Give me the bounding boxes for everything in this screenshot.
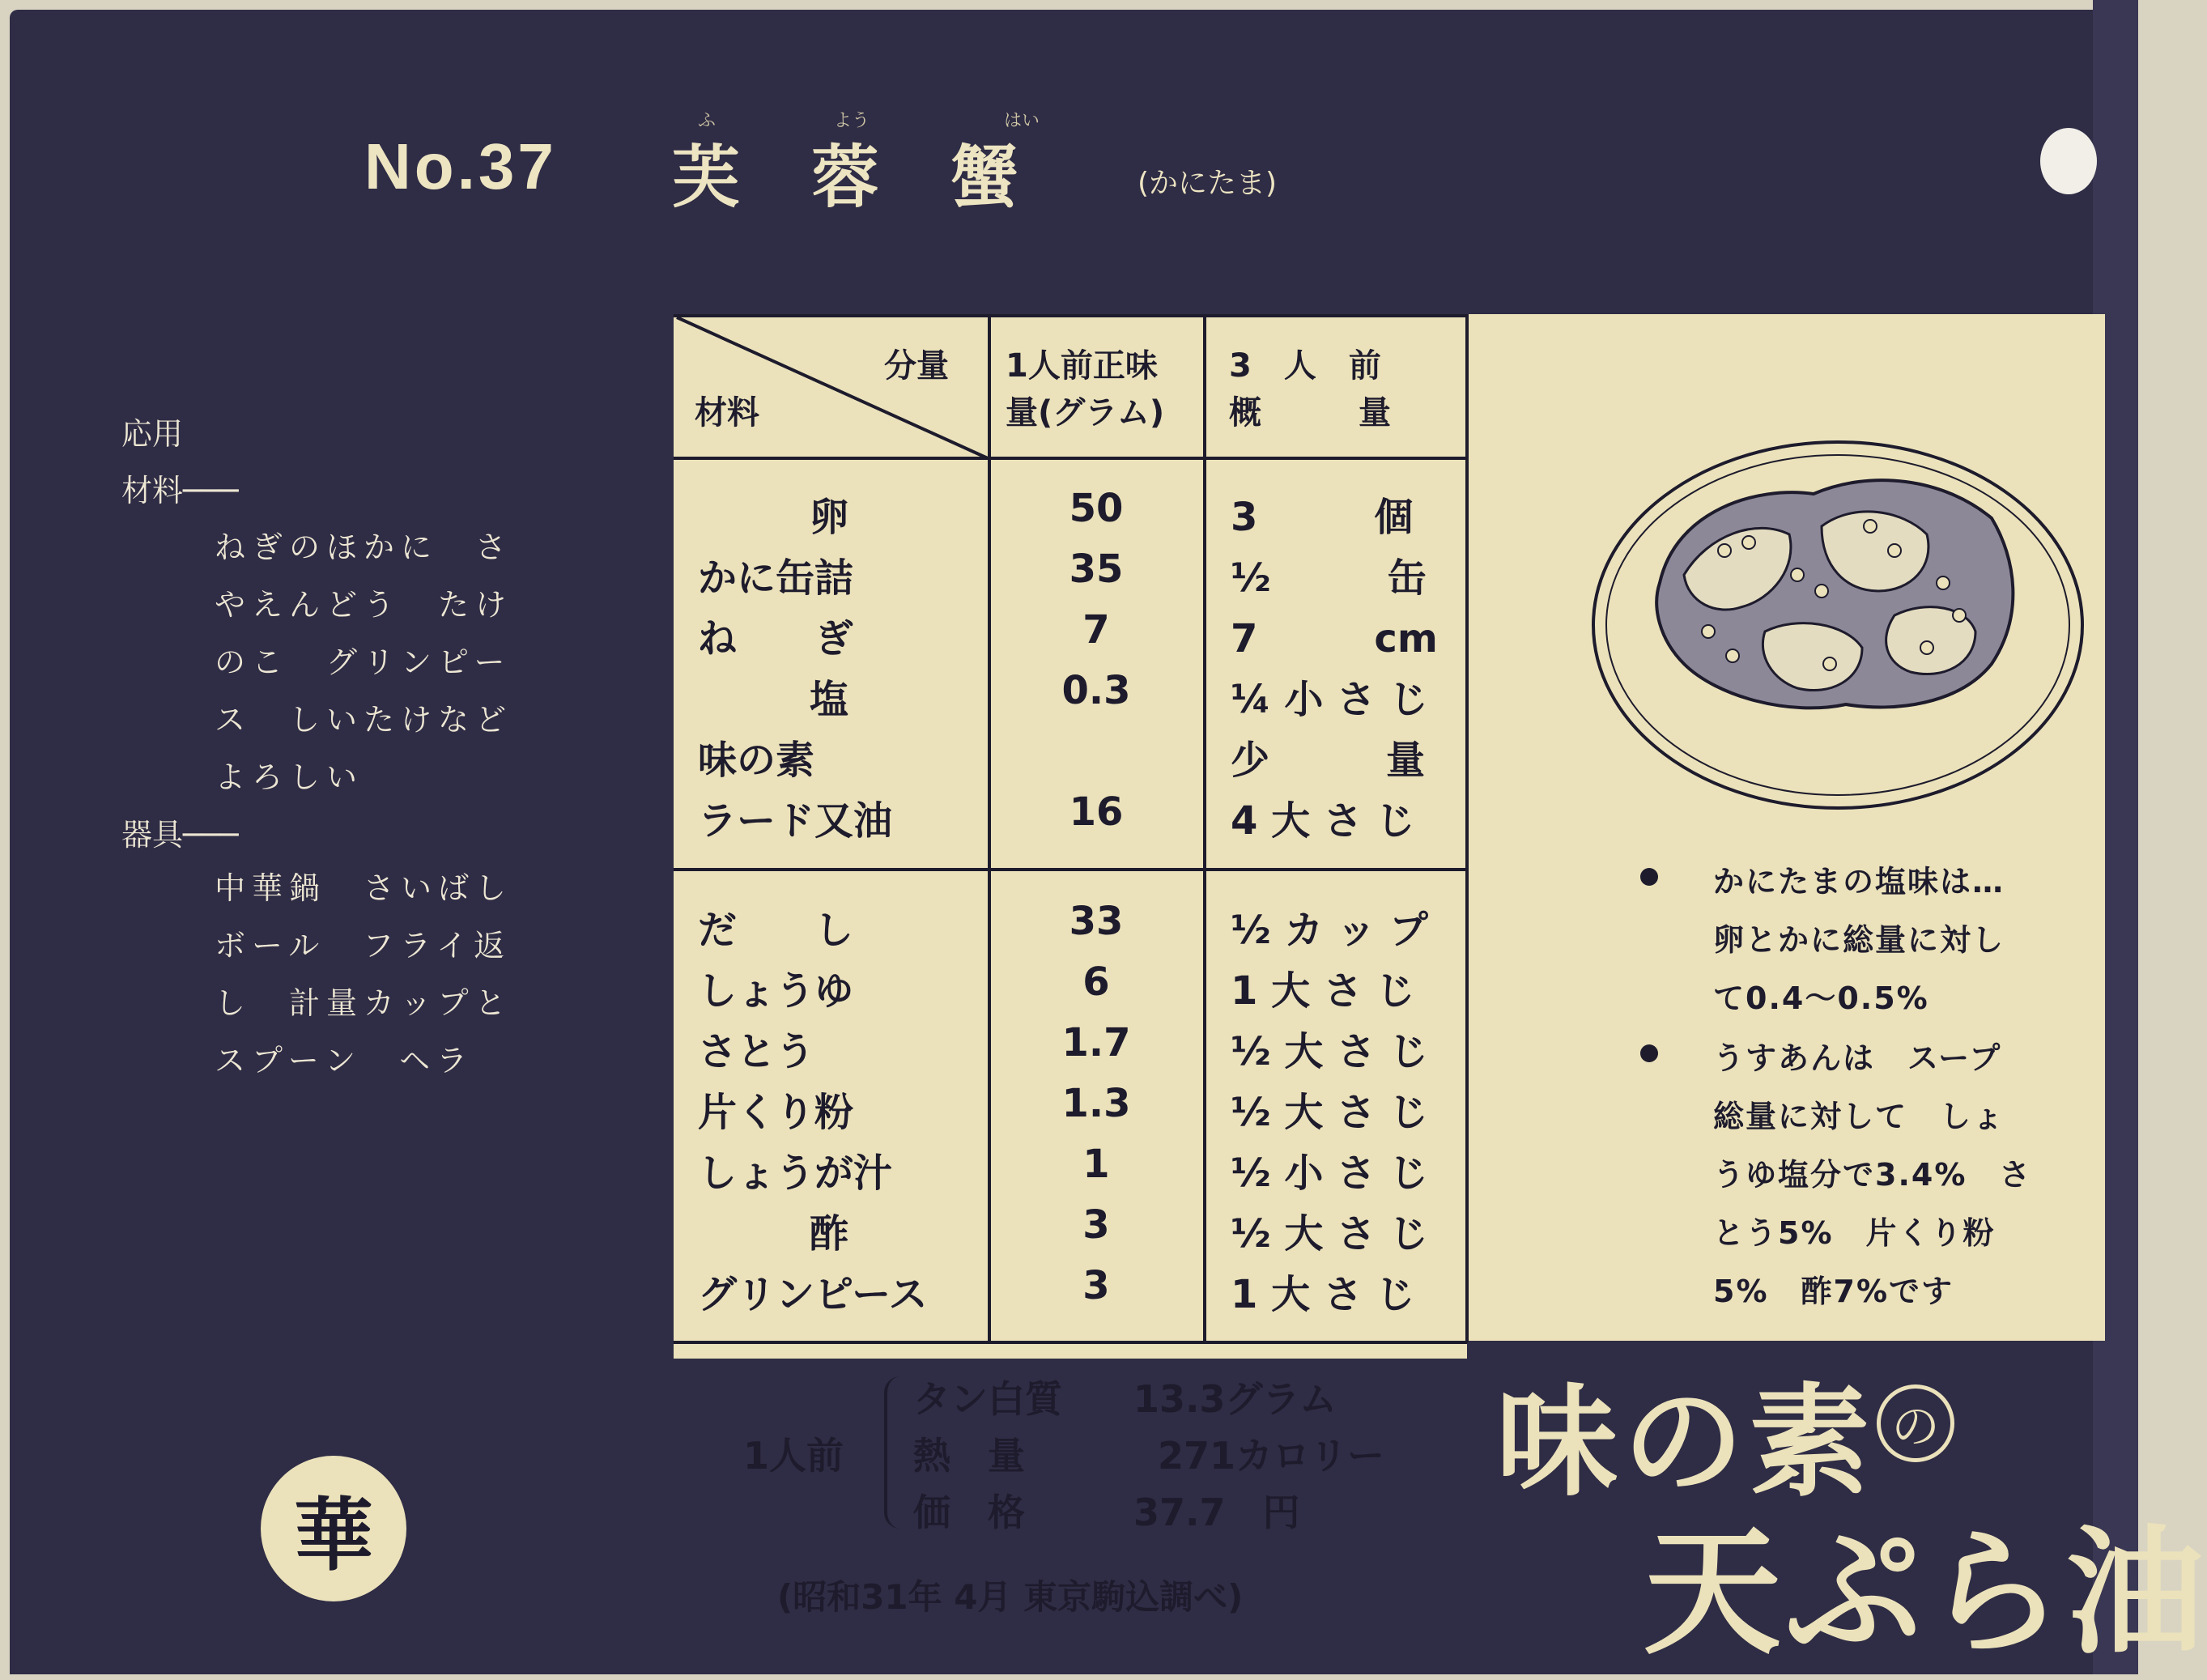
amount-cell: 1 大 さ じ	[1231, 1272, 1415, 1317]
materials-line: ねぎのほかに さ	[215, 530, 513, 565]
grams-cell: 3	[1082, 1202, 1110, 1248]
grams-cell: 6	[1082, 959, 1110, 1005]
amount-cell: ½ 大 さ じ	[1231, 1211, 1428, 1257]
note-line: とう5% 片くり粉	[1713, 1215, 1996, 1251]
note-line: て0.4～0.5%	[1713, 980, 1929, 1016]
recipe-title-reading: (かにたま)	[1138, 167, 1278, 200]
ingredient-cell: しょうが汁	[698, 1150, 893, 1196]
note-line: うゆ塩分で3.4% さ	[1713, 1157, 2032, 1193]
tools-label: 器具───	[121, 817, 239, 853]
table-group-divider	[674, 868, 1467, 871]
ingredient-cell: さとう	[698, 1029, 815, 1074]
ingredient-cell: だ し	[698, 908, 854, 953]
amount-cell: 少 量	[1231, 738, 1426, 783]
nutrition-name: 熱 量	[913, 1434, 1025, 1478]
crab-omelette-illustration	[1587, 437, 2089, 818]
ruby-1: ふ	[698, 111, 717, 131]
ingredient-cell: 塩	[810, 677, 849, 722]
amount-cell: ¼ 小 さ じ	[1231, 677, 1428, 722]
ingredient-cell: ラード又油	[698, 798, 893, 844]
per-serving-label: 1人前	[743, 1434, 844, 1478]
grams-cell: 0.3	[1061, 668, 1131, 713]
tools-line: スプーン ヘラ	[215, 1043, 474, 1078]
amount-cell: ½ 大 さ じ	[1231, 1029, 1428, 1074]
recipe-number: No.37	[364, 130, 557, 202]
grams-cell: 7	[1082, 607, 1110, 653]
ingredient-cell: 卵	[810, 495, 849, 540]
nutrition-name: 価 格	[913, 1491, 1025, 1534]
table-nutrition-divider	[674, 1341, 1467, 1344]
table-col-divider	[1203, 314, 1206, 1342]
recipe-title: 芙蓉蟹	[672, 137, 1091, 217]
ingredient-cell: グリンピース	[698, 1272, 928, 1317]
ingredient-cell: しょうゆ	[698, 968, 854, 1014]
note-line: うすあんは スープ	[1713, 1040, 2002, 1076]
ingredient-cell: ね ぎ	[698, 616, 854, 661]
grams-cell: 50	[1069, 486, 1124, 531]
materials-line: ス しいたけなど	[215, 702, 513, 738]
grams-cell: 33	[1069, 899, 1124, 944]
amount-cell: 4 大 さ じ	[1231, 798, 1415, 844]
header-three-servings-2: 概 量	[1229, 394, 1391, 432]
materials-line: よろしい	[215, 759, 364, 795]
amount-cell: 3 個	[1231, 495, 1414, 540]
materials-line: のこ グリンピー	[215, 644, 512, 680]
grams-cell: 16	[1069, 789, 1124, 835]
bullet-icon	[1640, 868, 1658, 886]
materials-label: 材料───	[121, 473, 239, 508]
ruby-2: よう	[834, 111, 870, 131]
grams-cell: 35	[1069, 547, 1124, 592]
tools-line: し 計量カップと	[215, 985, 512, 1021]
header-three-servings-1: 3 人 前	[1229, 347, 1381, 385]
note-line: 総量に対して しょ	[1713, 1099, 2005, 1134]
nutrition-name: タン白質	[913, 1377, 1062, 1421]
binder-hole	[2040, 128, 2097, 194]
note-line: 卵とかに総量に対し	[1713, 922, 2005, 958]
applied-heading: 応用	[121, 416, 184, 452]
amount-cell: ½ 缶	[1231, 555, 1427, 601]
grams-cell: 1.7	[1061, 1020, 1131, 1065]
ingredient-cell: 片くり粉	[698, 1090, 854, 1135]
bullet-icon	[1640, 1044, 1658, 1062]
brand-name: 味の素	[1496, 1371, 1876, 1513]
category-badge: 華	[261, 1456, 406, 1601]
header-grams-2: 量(グラム)	[1006, 394, 1165, 432]
tools-line: ボール フライ返	[215, 928, 512, 963]
brace	[884, 1376, 908, 1529]
amount-cell: 1 大 さ じ	[1231, 968, 1415, 1014]
nutrition-value: 13.3グラム	[1133, 1377, 1337, 1421]
amount-cell: ½ カ ッ プ	[1231, 908, 1428, 953]
brand-no-circle: の	[1877, 1384, 1954, 1462]
ingredient-cell: 味の素	[698, 738, 815, 783]
nutrition-value: 37.7 円	[1133, 1491, 1300, 1534]
header-material: 材料	[695, 394, 759, 432]
brand-product: 天ぷら油	[1644, 1512, 2207, 1674]
grams-cell: 1.3	[1061, 1081, 1131, 1126]
survey-source: (昭和31年 4月 東京駒込調べ)	[777, 1577, 1244, 1617]
tools-line: 中華鍋 さいばし	[215, 870, 513, 906]
grams-cell: 3	[1082, 1263, 1110, 1308]
amount-cell: ½ 小 さ じ	[1231, 1150, 1428, 1196]
grams-cell: 1	[1082, 1142, 1110, 1187]
header-quantity: 分量	[884, 347, 949, 385]
ingredient-cell: 酢	[810, 1211, 849, 1257]
materials-line: やえんどう たけ	[215, 587, 513, 623]
ruby-3: はい	[1004, 111, 1040, 131]
note-line: かにたまの塩味は…	[1713, 864, 2005, 900]
amount-cell: ½ 大 さ じ	[1231, 1090, 1428, 1135]
amount-cell: 7 cm	[1231, 616, 1438, 661]
ingredient-cell: かに缶詰	[698, 555, 854, 601]
nutrition-value: 271カロリー	[1158, 1434, 1385, 1478]
note-line: 5% 酢7%です	[1713, 1274, 1954, 1309]
header-grams-1: 1人前正味	[1006, 347, 1158, 385]
